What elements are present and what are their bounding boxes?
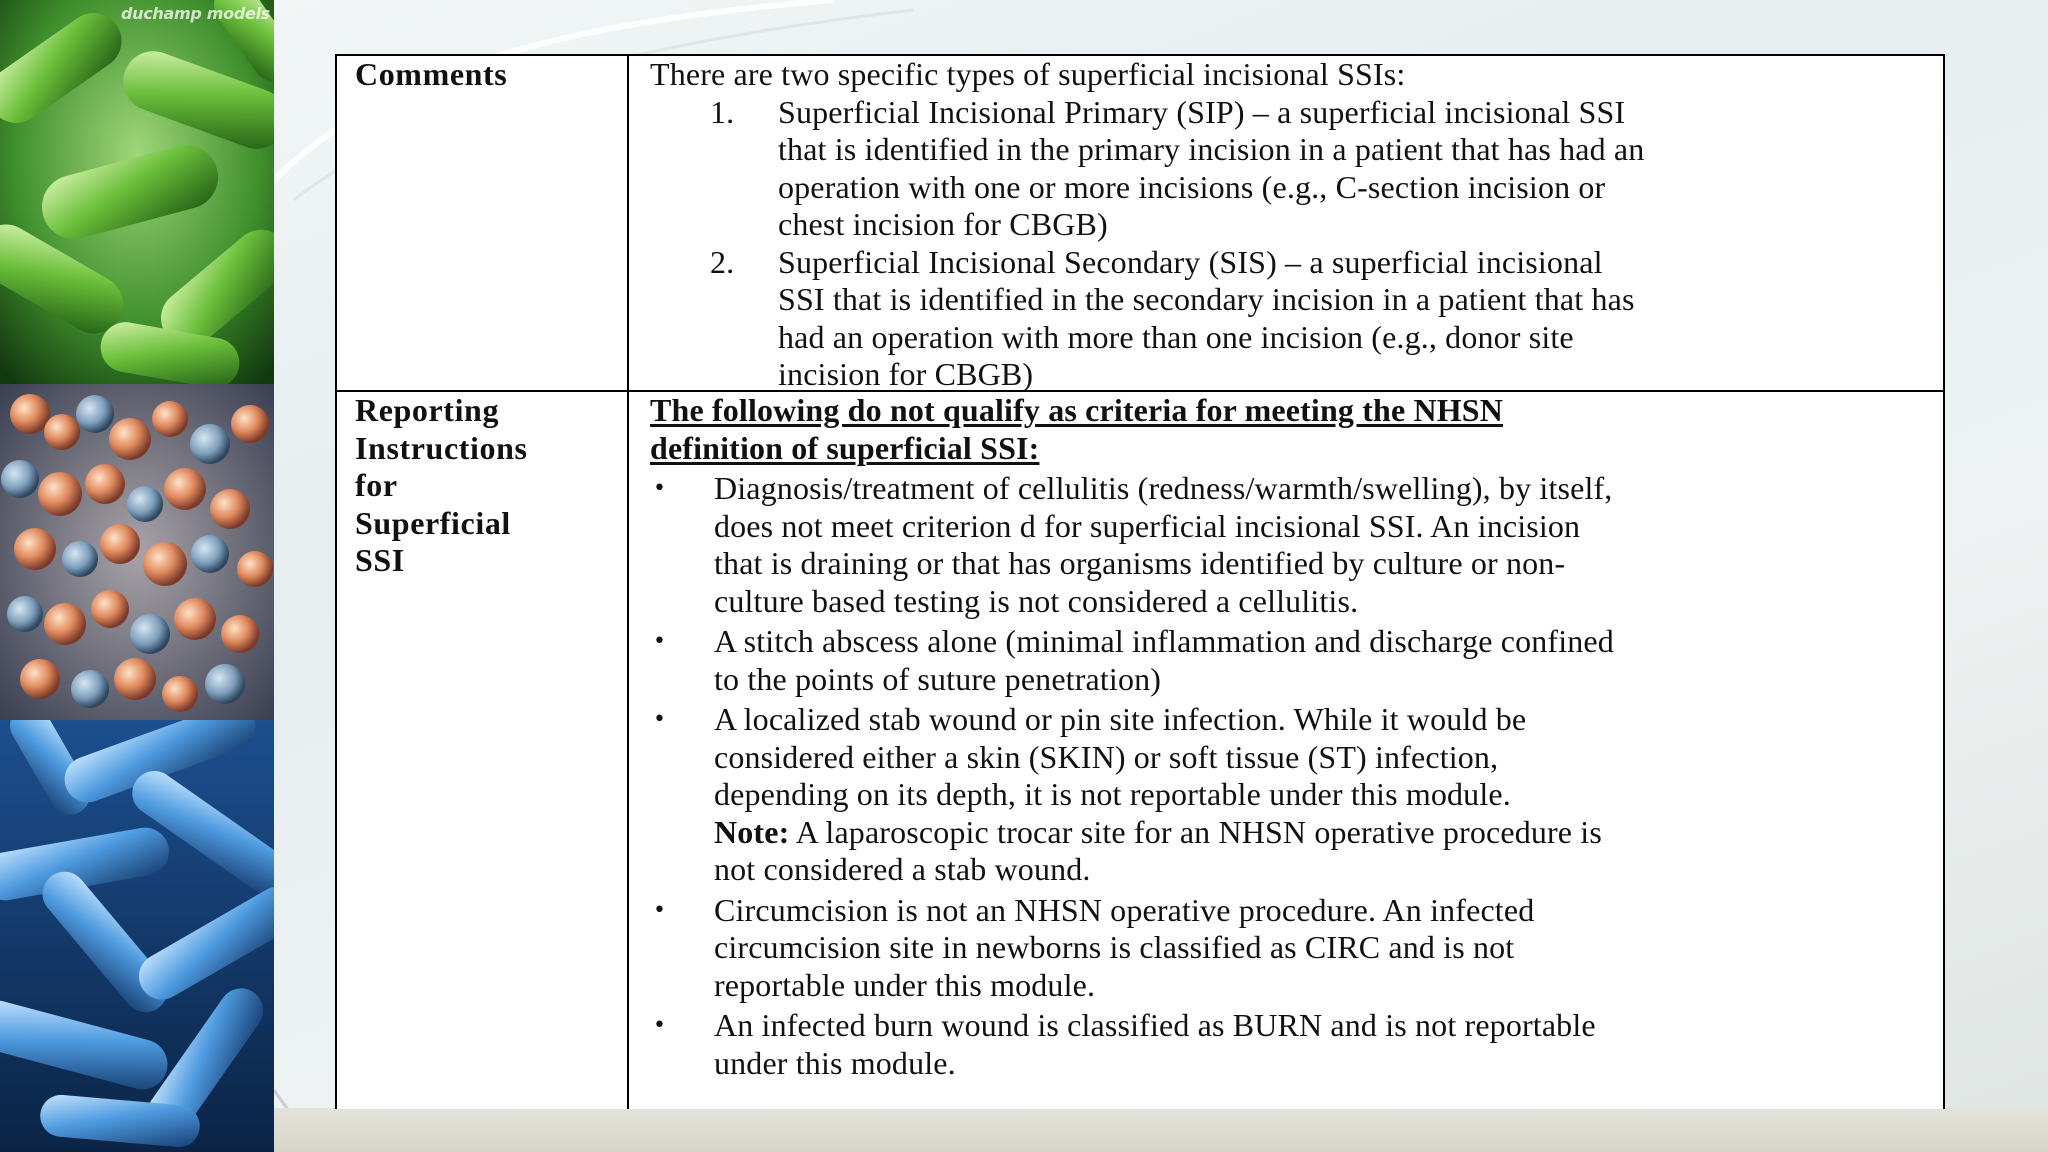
bottom-band	[274, 1108, 2048, 1152]
bullet-line: culture based testing is not considered a cellulitis.	[714, 582, 1359, 619]
item-number: 2.	[710, 243, 735, 280]
numbered-item	[650, 244, 1935, 394]
reporting-row	[337, 392, 1943, 1109]
label-line: for	[355, 467, 398, 503]
label-line: Superficial	[355, 504, 511, 541]
bullet-line: A localized stab wound or pin site infection. While it would be	[714, 701, 1527, 737]
item-line: operation with one or more incisions (e.g., C-section incision or	[778, 168, 1606, 205]
comments-row	[337, 56, 1943, 392]
bullet-item	[650, 470, 1935, 620]
heading-line: definition of superficial SSI:	[650, 429, 1040, 466]
bacteria-image-strip	[0, 0, 274, 1152]
bullet-line: depending on its depth, it is not reportable under this module.	[714, 776, 1511, 812]
green-bacteria-image	[0, 0, 274, 384]
orange-bacteria-image	[0, 384, 274, 720]
comments-content	[650, 56, 1935, 394]
label-line: SSI	[355, 542, 405, 578]
bullet-line: circumcision site in newborns is classified as CIRC and is not	[714, 929, 1515, 965]
bullet-line: A stitch abscess alone (minimal inflammation and discharge confined	[714, 623, 1614, 659]
note-line	[714, 814, 1935, 852]
bullet-marker: •	[653, 707, 667, 732]
bullet-item	[650, 1007, 1935, 1082]
item-line: that is identified in the primary incision in a patient that has had an	[778, 131, 1645, 167]
criteria-table	[335, 54, 1945, 1109]
item-line: incision for CBGB)	[778, 356, 1034, 392]
bullet-line: reportable under this module.	[714, 966, 1096, 1003]
bullet-marker: •	[653, 476, 667, 501]
bullet-item	[650, 701, 1935, 889]
bullet-marker: •	[653, 1013, 667, 1038]
item-number: 1.	[710, 93, 735, 130]
column-divider	[627, 392, 629, 1109]
bullet-marker: •	[653, 629, 667, 654]
note-text: A laparoscopic trocar site for an NHSN operative procedure is	[789, 813, 1602, 850]
reporting-label	[355, 392, 615, 580]
comments-label: Comments	[355, 56, 508, 92]
heading-line: The following do not qualify as criteria for meeting the NHSN	[650, 392, 1503, 428]
bullet-line: considered either a skin (SKIN) or soft tissue (ST) infection,	[714, 738, 1499, 775]
bullet-line: Diagnosis/treatment of cellulitis (redness/warmth/swelling), by itself,	[714, 470, 1613, 506]
bullet-line: under this module.	[714, 1044, 956, 1081]
note-label: Note:	[714, 813, 790, 850]
reporting-content	[650, 392, 1935, 1082]
item-line: chest incision for CBGB)	[778, 206, 1108, 242]
label-line: Reporting	[355, 392, 500, 428]
item-line: had an operation with more than one incision (e.g., donor site	[778, 318, 1574, 355]
section-heading	[650, 392, 1935, 467]
bullet-line: Circumcision is not an NHSN operative procedure. An infected	[714, 891, 1535, 928]
note-line: not considered a stab wound.	[714, 851, 1091, 887]
bullet-item	[650, 892, 1935, 1005]
bullet-item	[650, 623, 1935, 698]
item-line: Superficial Incisional Secondary (SIS) – a superficial incisional	[778, 243, 1603, 280]
watermark-text: duchamp models	[121, 4, 270, 23]
item-line: SSI that is identified in the secondary incision in a patient that has	[778, 281, 1635, 317]
label-line: Instructions	[355, 429, 528, 466]
bullet-line: An infected burn wound is classified as BURN and is not reportable	[714, 1007, 1596, 1043]
blue-bacteria-image	[0, 720, 274, 1152]
column-divider	[627, 56, 629, 390]
numbered-item	[650, 94, 1935, 244]
comments-intro: There are two specific types of superficial incisional SSIs:	[650, 56, 1406, 92]
bullet-line: that is draining or that has organisms identified by culture or non-	[714, 545, 1566, 581]
bullet-line: to the points of suture penetration)	[714, 660, 1162, 697]
bullet-line: does not meet criterion d for superficial incisional SSI. An incision	[714, 507, 1581, 544]
bullet-marker: •	[653, 897, 667, 923]
item-line: Superficial Incisional Primary (SIP) – a superficial incisional SSI	[778, 93, 1626, 130]
